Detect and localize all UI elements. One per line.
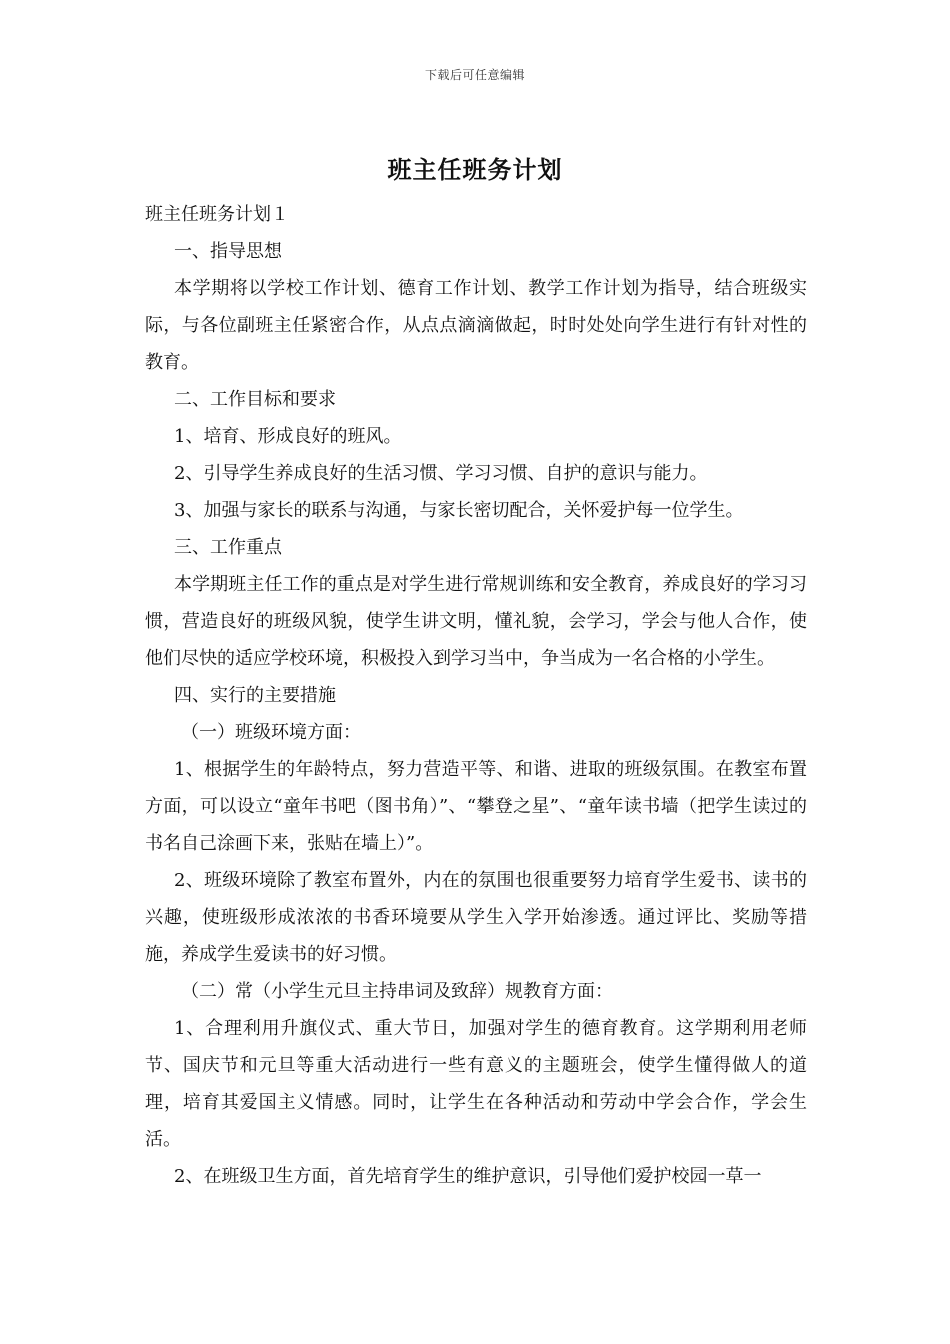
subsection-heading: （二）常（小学生元旦主持串词及致辞）规教育方面： (181, 981, 613, 1002)
list-item: 1、培育、形成良好的班风。 (174, 426, 402, 447)
section-heading: 四、实行的主要措施 (174, 685, 336, 706)
list-item: 3、加强与家长的联系与沟通，与家长密切配合，关怀爱护每一位学生。 (174, 500, 744, 521)
subsection-heading: （一）班级环境方面： (181, 722, 361, 743)
document-title: 班主任班务计划 (387, 155, 563, 184)
section-heading: 三、工作重点 (174, 537, 282, 558)
section-heading: 二、工作目标和要求 (174, 389, 336, 410)
section-heading: 一、指导思想 (174, 241, 282, 262)
document-body (145, 196, 807, 1195)
paragraph: 本学期将以学校工作计划、德育工作计划、教学工作计划为指导，结合班级实际，与各位副班主任紧密合作，从点点滴滴做起，时时处处向学生进行有针对性的教育。 (145, 278, 807, 373)
paragraph: 2、在班级卫生方面，首先培育学生的维护意识，引导他们爱护校园一草一 (174, 1166, 762, 1187)
list-item: 2、引导学生养成良好的生活习惯、学习习惯、自护的意识与能力。 (174, 463, 708, 484)
paragraph: 1、根据学生的年龄特点，努力营造平等、和谐、进取的班级氛围。在教室布置方面，可以设立“童年书吧（图书角）”、“攀登之星”、“童年读书墙（把学生读过的书名自己涂画下来，张贴在墙上）”。 (145, 759, 807, 854)
paragraph: 本学期班主任工作的重点是对学生进行常规训练和安全教育，养成良好的学习习惯，营造良好的班级风貌，使学生讲文明，懂礼貌，会学习，学会与他人合作，使他们尽快的适应学校环境，积极投入到学习当中，争当成为一名合格的小学生。 (145, 574, 807, 669)
document-subtitle: 班主任班务计划１ (145, 204, 289, 225)
paragraph: 1、合理利用升旗仪式、重大节日，加强对学生的德育教育。这学期利用老师节、国庆节和元旦等重大活动进行一些有意义的主题班会，使学生懂得做人的道理，培育其爱国主义情感。同时，让学生在各种活动和劳动中学会合作，学会生活。 (145, 1018, 807, 1150)
header-note: 下载后可任意编辑 (424, 68, 525, 82)
paragraph: 2、班级环境除了教室布置外，内在的氛围也很重要努力培育学生爱书、读书的兴趣，使班级形成浓浓的书香环境要从学生入学开始渗透。通过评比、奖励等措施，养成学生爱读书的好习惯。 (145, 870, 807, 965)
